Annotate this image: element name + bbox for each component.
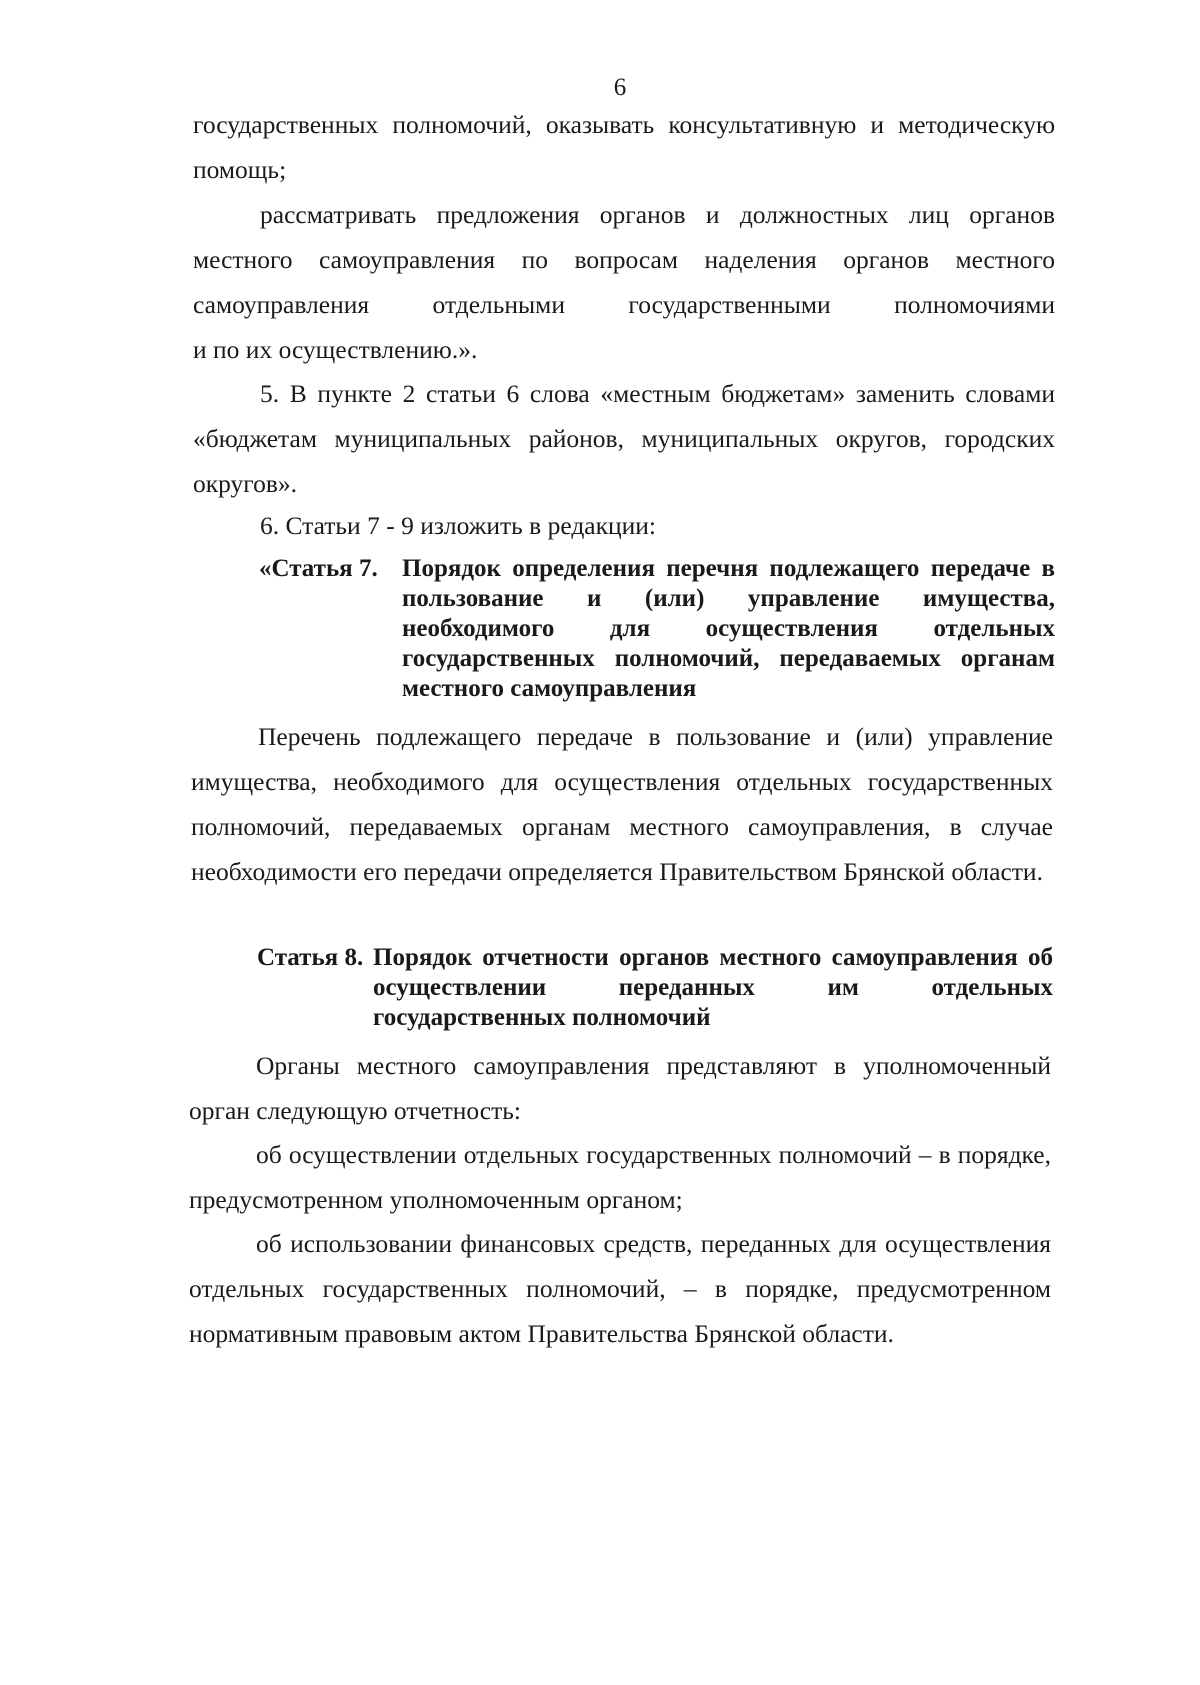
paragraph-report-finance: об использовании финансовых средств, переданных для осуществления отдельных государственных полномочий, – в порядке, предусмотренном нормативным правовым актом Правительства Брянской области.	[189, 1229, 1051, 1348]
article-7-title: Порядок определения перечня подлежащего передаче в пользование и (или) управление имущества, необходимого для осуществления отдельных государственных полномочий, передаваемых органам местного самоуправления	[402, 555, 1055, 702]
paragraph-consider-proposals-tail: и по их осуществлению.».	[193, 335, 478, 364]
page-number: 6	[613, 74, 627, 101]
paragraph-report-implementation: об осуществлении отдельных государственных полномочий – в порядке, предусмотренном уполномоченным органом;	[189, 1140, 1051, 1214]
article-7-heading	[259, 554, 1055, 704]
article-8-title: Порядок отчетности органов местного самоуправления об осуществлении переданных им отдельных государственных полномочий	[373, 944, 1053, 1031]
paragraph-item-6: 6. Статьи 7 - 9 изложить в редакции:	[260, 511, 657, 540]
article-8-number: Статья 8.	[257, 944, 364, 971]
paragraph-reporting-bodies: Органы местного самоуправления представляют в уполномоченный орган следующую отчетность:	[189, 1051, 1051, 1125]
article-8-heading	[257, 943, 1053, 1035]
paragraph-powers-assistance: государственных полномочий, оказывать консультативную и методическую помощь;	[193, 110, 1055, 184]
paragraph-consider-proposals: рассматривать предложения органов и должностных лиц органов местного самоуправления по вопросам наделения органов местного самоуправления отдельными государственными полномочиями	[193, 200, 1055, 319]
paragraph-item-5: 5. В пункте 2 статьи 6 слова «местным бюджетам» заменить словами «бюджетам муниципальных районов, муниципальных округов, городских округов».	[193, 379, 1055, 498]
article-7-number: «Статья 7.	[259, 555, 378, 582]
paragraph-property-list: Перечень подлежащего передаче в пользование и (или) управление имущества, необходимого для осуществления отдельных государственных полномочий, передаваемых органам местного самоуправления, в случае необходимости его передачи определяется Правительством Брянской области.	[191, 722, 1053, 886]
